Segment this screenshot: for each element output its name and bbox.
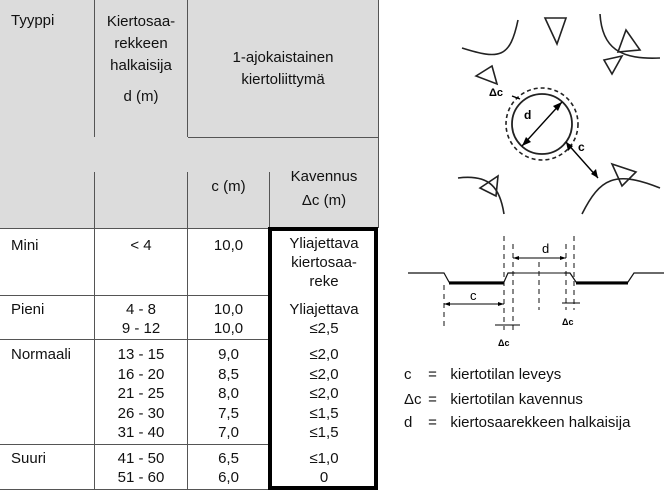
splitter-island-right — [604, 56, 622, 74]
diameter-label: d — [542, 241, 550, 256]
c-cell — [188, 345, 269, 443]
width-label: c — [470, 288, 477, 303]
legend-eq: = — [428, 414, 437, 431]
legend-text: kiertotilan kavennus — [450, 391, 583, 408]
splitter-island-top — [545, 18, 566, 44]
d-value: 4 - 8 — [125, 301, 156, 318]
road-curb-top-left — [462, 20, 518, 55]
c-value: 10,0 — [213, 301, 244, 318]
dc-value: ≤2,5 — [309, 320, 339, 337]
legend-symbol: c — [404, 366, 412, 383]
d-value: 16 - 20 — [117, 365, 165, 383]
header-diameter-line: rekkeen — [114, 35, 168, 52]
header-roundabout-line: 1-ajokaistainen — [232, 49, 334, 66]
dc-value: ≤2,0 — [309, 365, 339, 383]
header-diameter-line: Kiertosaa- — [106, 13, 176, 30]
legend-eq: = — [428, 366, 437, 383]
cross-section-diagram — [404, 232, 666, 354]
splitter-island-left — [476, 66, 497, 84]
d-value: 9 - 12 — [121, 320, 161, 337]
legend-text: kiertosaarekkeen halkaisija — [450, 414, 631, 431]
header-c: c (m) — [211, 178, 246, 195]
d-value: 31 - 40 — [117, 424, 165, 441]
type-cell: Suuri — [11, 450, 47, 467]
header-narrowing-line: Kavennus — [290, 168, 358, 185]
d-value: 21 - 25 — [117, 385, 165, 402]
legend-symbol: Δc — [404, 391, 422, 408]
c-cell: 10,0 — [213, 237, 244, 254]
d-cell — [94, 345, 188, 443]
legend-item — [404, 390, 583, 410]
roundabout-plan-diagram — [440, 8, 666, 220]
header-roundabout — [188, 47, 378, 91]
narrowing-label: Δc — [489, 87, 504, 99]
type-cell: Mini — [11, 237, 39, 254]
c-value: 10,0 — [213, 320, 244, 337]
d-value: 41 - 50 — [117, 450, 165, 467]
dc-value: ≤2,0 — [309, 346, 339, 363]
narrowing-label: Δc — [498, 338, 510, 348]
diameter-arrowhead — [560, 256, 566, 260]
table-divider — [0, 339, 270, 340]
d-value: 51 - 60 — [117, 469, 165, 486]
dc-value: ≤1,0 — [309, 450, 339, 467]
header-roundabout-line: kiertoliittymä — [241, 71, 325, 88]
legend-eq: = — [428, 391, 437, 408]
table-divider — [378, 0, 379, 228]
dc-value: Yliajettava — [289, 301, 359, 318]
c-cell — [188, 300, 269, 338]
c-value: 8,5 — [218, 365, 239, 383]
dc-cell — [270, 449, 378, 487]
legend-item — [404, 413, 630, 433]
header-diameter-line: d (m) — [123, 88, 159, 105]
dc-value: reke — [309, 273, 339, 290]
legend-item — [404, 365, 561, 385]
dc-value: ≤1,5 — [309, 404, 339, 422]
c-value: 6,0 — [218, 469, 239, 486]
legend-symbol: d — [404, 414, 413, 431]
header-type: Tyyppi — [11, 12, 55, 29]
c-value: 9,0 — [218, 346, 239, 363]
type-cell: Normaali — [11, 346, 72, 363]
dc-value: 0 — [319, 469, 329, 486]
d-value: 13 - 15 — [117, 346, 165, 363]
diameter-arrowhead — [513, 256, 519, 260]
table-divider — [188, 137, 378, 138]
road-profile-right — [564, 273, 664, 282]
road-profile-left — [408, 273, 515, 282]
header-diameter — [94, 11, 188, 108]
dc-value: Yliajettava — [289, 235, 359, 252]
d-value: 26 - 30 — [117, 404, 165, 422]
dc-cell — [270, 300, 378, 338]
c-value: 6,5 — [218, 450, 239, 467]
c-cell — [188, 449, 269, 487]
header-narrowing-line: Δc (m) — [301, 192, 347, 209]
dc-cell — [270, 234, 378, 291]
table-divider — [0, 228, 270, 229]
header-narrowing — [270, 165, 378, 213]
width-arrowhead — [498, 302, 504, 306]
c-value: 7,0 — [218, 424, 239, 441]
header-diameter-line: halkaisija — [110, 57, 172, 74]
width-arrowhead — [444, 302, 450, 306]
width-label: c — [578, 140, 585, 154]
d-cell: < 4 — [130, 237, 152, 254]
table-divider — [0, 489, 270, 490]
narrowing-label: Δc — [562, 317, 574, 327]
dc-value: ≤2,0 — [309, 385, 339, 402]
type-cell: Pieni — [11, 301, 45, 318]
table-divider — [0, 444, 270, 445]
dc-value: kiertosaa- — [291, 254, 357, 271]
legend-text: kiertotilan leveys — [450, 366, 562, 383]
splitter-island-top-right — [618, 30, 640, 52]
d-cell — [94, 449, 188, 487]
diameter-label: d — [524, 108, 532, 122]
c-value: 7,5 — [218, 404, 239, 422]
dc-cell — [270, 345, 378, 443]
table-divider — [0, 295, 270, 296]
dc-value: ≤1,5 — [309, 424, 339, 441]
splitter-island-bottom-right — [612, 164, 636, 186]
d-cell — [94, 300, 188, 338]
c-value: 8,0 — [218, 385, 239, 402]
